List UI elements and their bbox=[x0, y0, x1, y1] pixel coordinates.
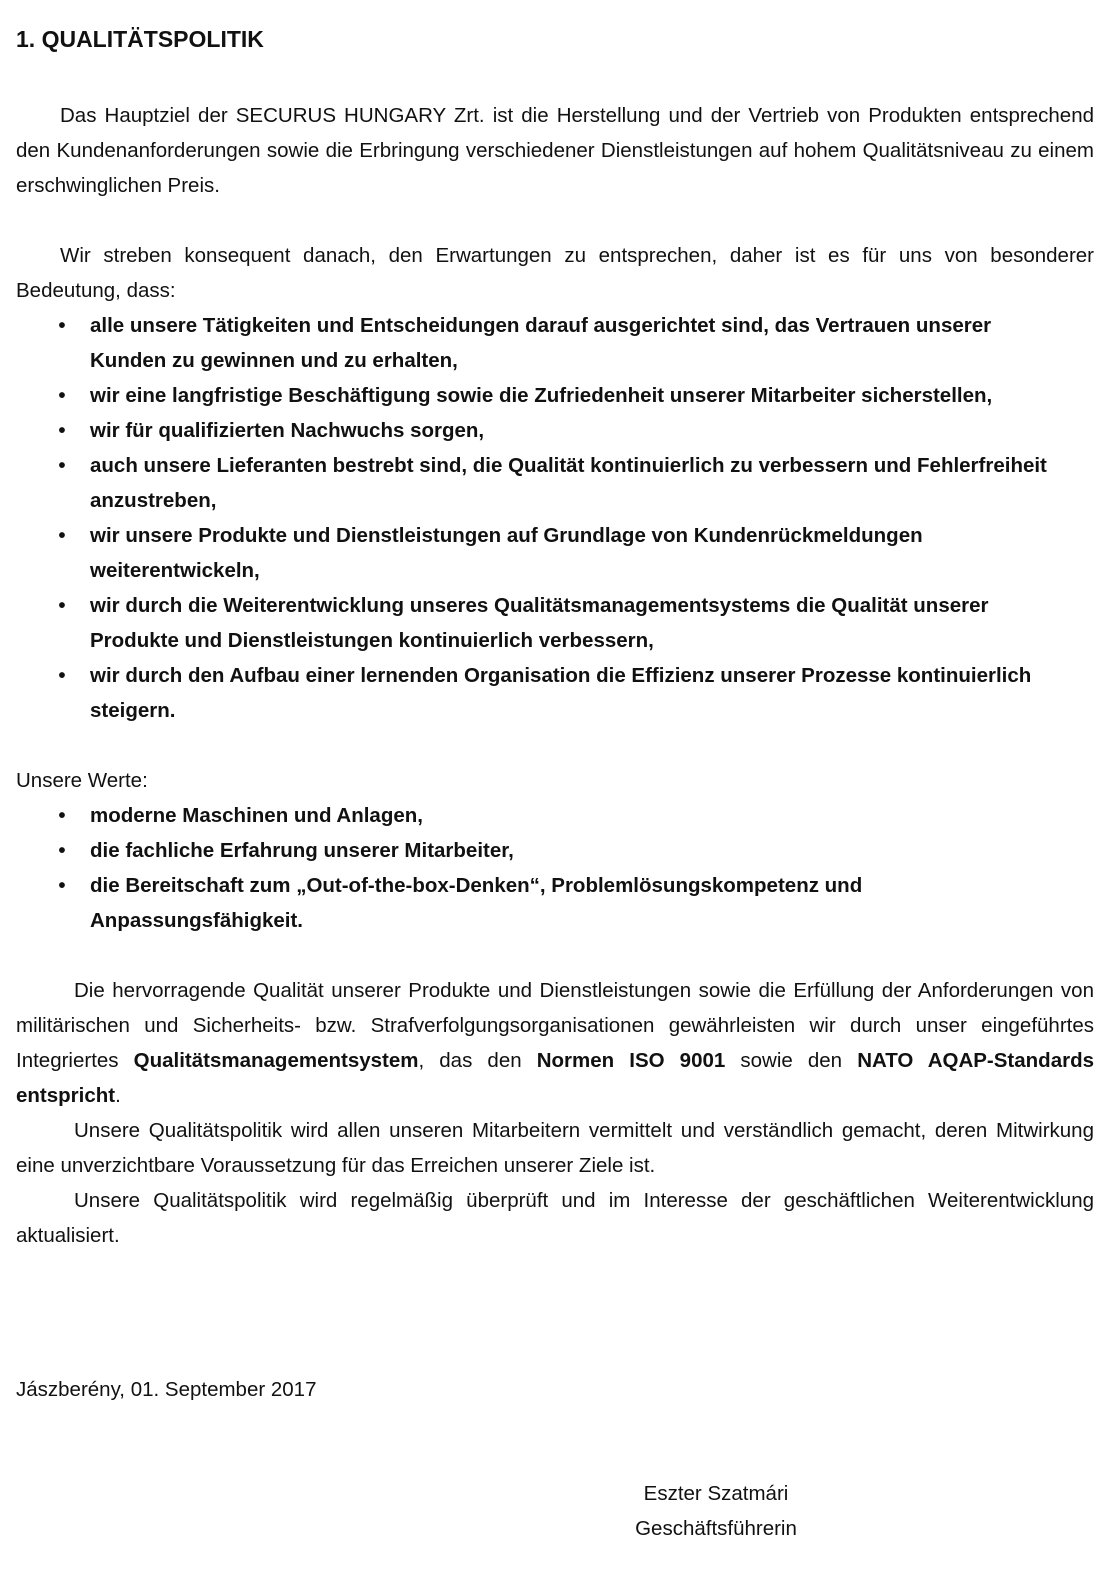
list-item bbox=[16, 588, 1094, 658]
list-item-text: alle unsere Tätigkeiten und Entscheidungen darauf ausgerichtet sind, das Vertrauen unserer Kunden zu gewinnen und zu erhalten, bbox=[90, 314, 992, 372]
document-page bbox=[16, 24, 1094, 1253]
list-item-text: wir unsere Produkte und Dienstleistungen auf Grundlage von Kundenrückmeldungen weiterentwickeln, bbox=[90, 524, 923, 582]
list-item-text: wir eine langfristige Beschäftigung sowie die Zufriedenheit unserer Mitarbeiter sicherstellen, bbox=[90, 384, 993, 407]
place-date: Jászberény, 01. September 2017 bbox=[16, 1378, 317, 1401]
list-item bbox=[16, 413, 1094, 448]
bullet-icon: • bbox=[58, 804, 66, 827]
bullet-icon: • bbox=[58, 874, 66, 897]
spacer bbox=[16, 203, 1094, 238]
bullet-icon: • bbox=[58, 419, 66, 442]
list-item-text: wir durch die Weiterentwicklung unseres Qualitätsmanagementsystems die Qualität unserer Produkte und Dienstleistungen kontinuierlich verbessern, bbox=[90, 594, 989, 652]
list-item-text: moderne Maschinen und Anlagen, bbox=[90, 804, 423, 827]
spacer bbox=[16, 938, 1094, 973]
list-item bbox=[16, 518, 1094, 588]
communication-paragraph: Unsere Qualitätspolitik wird allen unseren Mitarbeitern vermittelt und verständlich gemacht, deren Mitwirkung eine unverzichtbare Voraussetzung für das Erreichen unserer Ziele ist. bbox=[16, 1119, 1094, 1177]
quality-text-bold: Normen ISO 9001 bbox=[536, 1049, 726, 1072]
quality-text-part: . bbox=[115, 1084, 121, 1107]
quality-text-part: , das den bbox=[418, 1049, 537, 1072]
list-item bbox=[16, 868, 1094, 938]
quality-text-part: Die hervorragende Qualität unserer Produkte und Dienstleistungen sowie die Erfüllung der Anforderungen von militärischen und Sicherheits- bzw. Strafverfolgungsorganisationen gewährleisten wir durch unser eingeführtes Integriertes bbox=[16, 979, 1094, 1072]
values-heading: Unsere Werte: bbox=[16, 769, 148, 792]
review-paragraph: Unsere Qualitätspolitik wird regelmäßig überprüft und im Interesse der geschäftlichen Weiterentwicklung aktualisiert. bbox=[16, 1189, 1094, 1247]
expectations-intro-paragraph: Wir streben konsequent danach, den Erwartungen zu entsprechen, daher ist es für uns von besonderer Bedeutung, dass: bbox=[16, 244, 1094, 302]
intro-paragraph: Das Hauptziel der SECURUS HUNGARY Zrt. ist die Herstellung und der Vertrieb von Produkten entsprechend den Kundenanforderungen sowie die Erbringung verschiedener Dienstleistungen auf hohem Qualitätsniveau zu einem erschwinglichen Preis. bbox=[16, 104, 1094, 197]
list-item bbox=[16, 378, 1094, 413]
list-item bbox=[16, 833, 1094, 868]
bullet-icon: • bbox=[58, 524, 66, 547]
list-item-text: wir für qualifizierten Nachwuchs sorgen, bbox=[90, 419, 485, 442]
quality-text-bold: NATO AQAP-Standards entspricht bbox=[16, 1049, 1095, 1107]
values-list bbox=[16, 798, 1094, 938]
list-item bbox=[16, 798, 1094, 833]
signatory-name: Eszter Szatmári bbox=[643, 1482, 789, 1505]
bullet-icon: • bbox=[58, 384, 66, 407]
page-title: 1. QUALITÄTSPOLITIK bbox=[16, 26, 264, 52]
bullet-icon: • bbox=[58, 839, 66, 862]
signatory-role: Geschäftsführerin bbox=[635, 1517, 797, 1540]
expectations-list bbox=[16, 308, 1094, 728]
quality-paragraph bbox=[16, 973, 1094, 1113]
bullet-icon: • bbox=[58, 454, 66, 477]
list-item-text: wir durch den Aufbau einer lernenden Organisation die Effizienz unserer Prozesse kontinuierlich steigern. bbox=[90, 664, 1032, 722]
list-item-text: die Bereitschaft zum „Out-of-the-box-Denken“, Problemlösungskompetenz und Anpassungsfähigkeit. bbox=[90, 874, 863, 932]
signature-block bbox=[600, 1476, 832, 1546]
list-item bbox=[16, 308, 1094, 378]
quality-text-bold: Qualitätsmanagementsystem bbox=[133, 1049, 419, 1072]
list-item bbox=[16, 658, 1094, 728]
bullet-icon: • bbox=[58, 314, 66, 337]
list-item-text: die fachliche Erfahrung unserer Mitarbeiter, bbox=[90, 839, 514, 862]
list-item-text: auch unsere Lieferanten bestrebt sind, die Qualität kontinuierlich zu verbessern und Fehlerfreiheit anzustreben, bbox=[90, 454, 1047, 512]
quality-text-part: sowie den bbox=[725, 1049, 858, 1072]
bullet-icon: • bbox=[58, 664, 66, 687]
bullet-icon: • bbox=[58, 594, 66, 617]
spacer bbox=[16, 728, 1094, 763]
list-item bbox=[16, 448, 1094, 518]
